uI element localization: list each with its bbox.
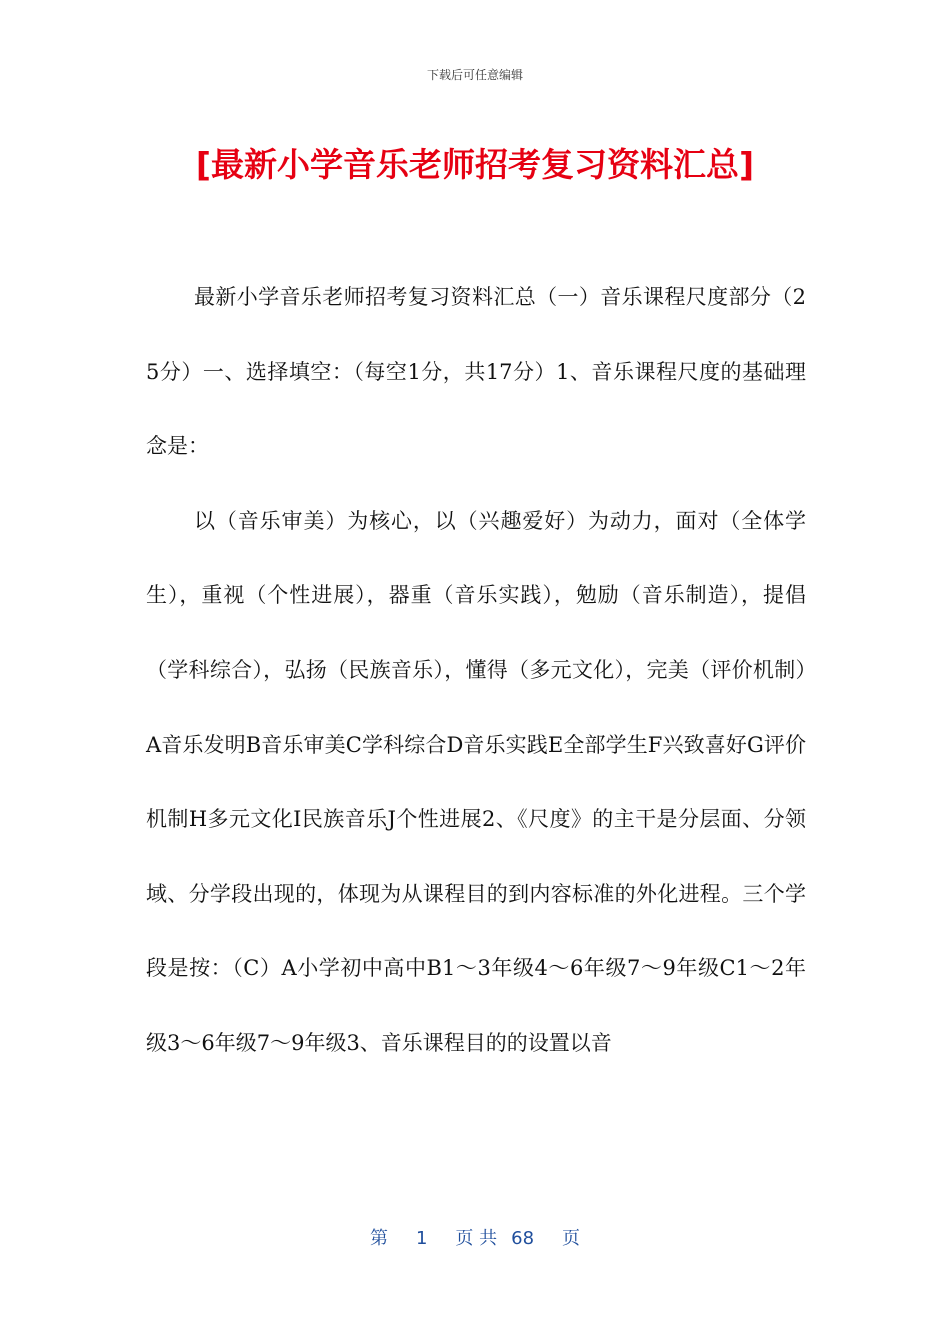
footer-middle: 页 共 — [455, 1228, 498, 1249]
footer-suffix: 页 — [562, 1228, 581, 1249]
paragraph-2: 以（音乐审美）为核心，以（兴趣爱好）为动力，面对（全体学生），重视（个性进展），器重（音乐实践），勉励（音乐制造），提倡（学科综合），弘扬（民族音乐），懂得（多元文化），完美（评价机制）A音乐发明B音乐审美C学科综合D音乐实践E全部学生F兴致喜好G评价机制H多元文化I民族音乐J个性进展2、《尺度》的主干是分层面、分领域、分学段出现的，体现为从课程目的到内容标准的外化进程。三个学段是按：（C）A小学初中高中B1～3年级4～6年级7～9年级C1～2年级3～6年级7～9年级3、音乐课程目的的设置以音 — [146, 508, 806, 1055]
footer-prefix: 第 — [369, 1228, 388, 1249]
footer-current-page: 1 — [415, 1228, 428, 1249]
document-title: [最新小学音乐老师招考复习资料汇总] — [195, 145, 755, 184]
document-body — [146, 260, 806, 1081]
paragraph-1: 最新小学音乐老师招考复习资料汇总（一）音乐课程尺度部分（25分）一、选择填空：（每空1分，共17分）1、音乐课程尺度的基础理念是： — [146, 285, 806, 459]
footer-total-pages: 68 — [511, 1228, 535, 1249]
page-footer — [0, 1224, 950, 1250]
header-note: 下载后可任意编辑 — [426, 68, 523, 82]
